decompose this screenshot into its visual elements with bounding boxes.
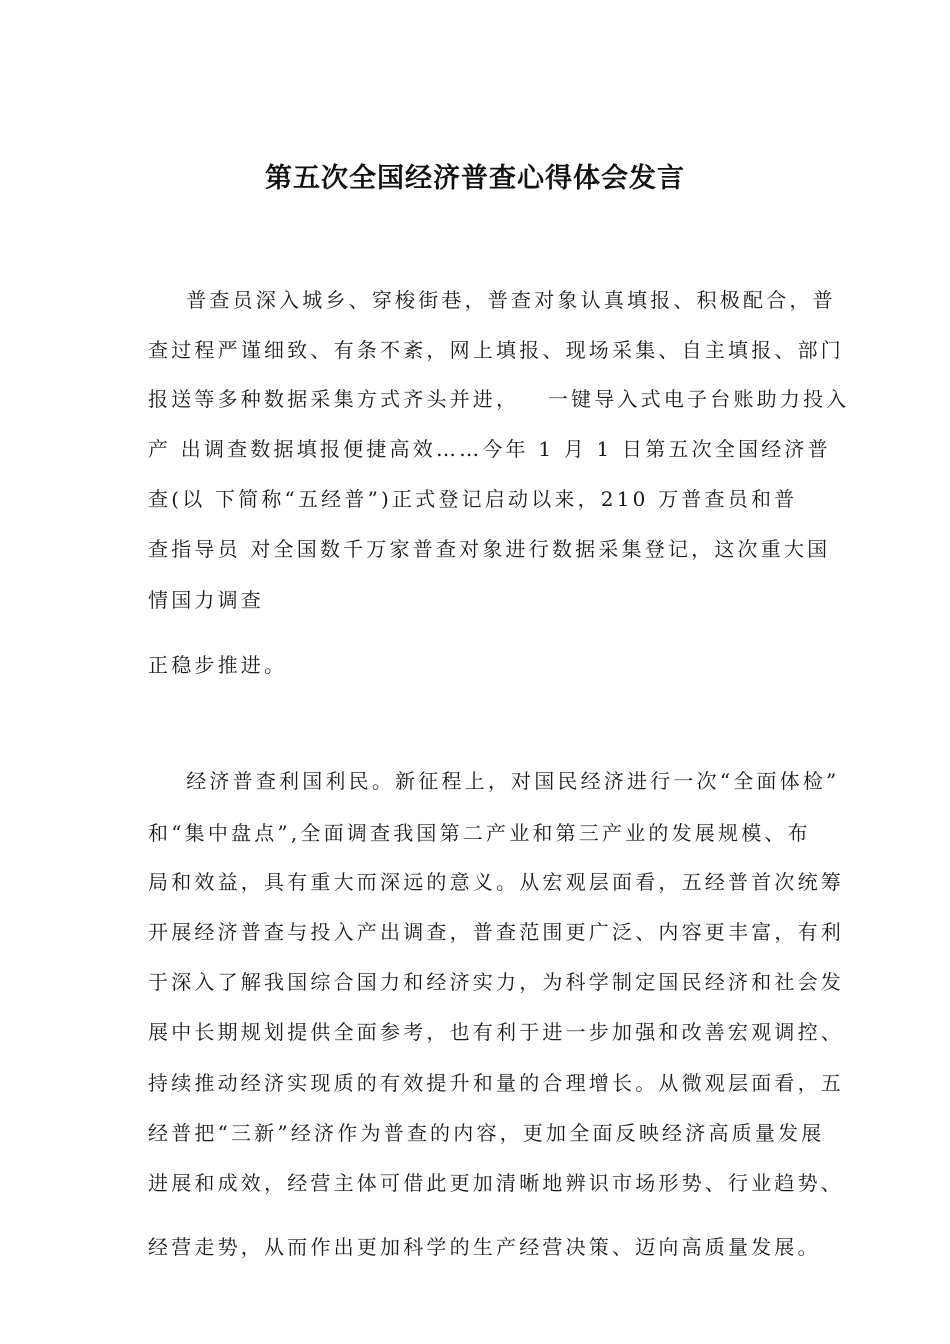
paragraph-line: 正稳步推进。: [148, 653, 288, 677]
document-title: 第五次全国经济普查心得体会发言: [265, 163, 685, 194]
paragraph-line: 局和效益，具有重大而深远的意义。从宏观层面看，五经普首次统筹: [148, 870, 844, 894]
paragraph-line: 进展和成效，经营主体可借此更加清晰地辨识市场形势、行业趋势、: [148, 1171, 844, 1195]
paragraph-line: 查(以 下简称“五经普”)正式登记启动以来，210 万普查员和普: [148, 487, 798, 511]
paragraph-line: 开展经济普查与投入产出调查，普查范围更广泛、内容更丰富，有利: [148, 920, 844, 944]
paragraph-line: 普查员深入城乡、穿梭街巷，普查对象认真填报、积极配合，普: [148, 288, 836, 312]
paragraph-line: 展中长期规划提供全面参考，也有利于进一步加强和改善宏观调控、: [148, 1020, 844, 1044]
paragraph-line: 报送等多种数据采集方式齐头并进， 一键导入式电子台账助力投入: [148, 387, 850, 411]
paragraph-line: 经营走势，从而作出更加科学的生产经营决策、迈向高质量发展。: [148, 1235, 821, 1259]
paragraph-line: 经济普查利国利民。新征程上，对国民经济进行一次“全面体检”: [148, 769, 840, 793]
paragraph-line: 于深入了解我国综合国力和经济实力，为科学制定国民经济和社会发: [148, 970, 844, 994]
paragraph-line: 持续推动经济实现质的有效提升和量的合理增长。从微观层面看，五: [148, 1071, 844, 1095]
paragraph-line: 产 出调查数据填报便捷高效……今年 1 月 1 日第五次全国经济普: [148, 437, 831, 461]
paragraph-line: 经普把“三新”经济作为普查的内容，更加全面反映经济高质量发展: [148, 1121, 825, 1145]
paragraph-line: 查指导员 对全国数千万家普查对象进行数据采集登记，这次重大国: [148, 537, 831, 561]
paragraph-line: 查过程严谨细致、有条不紊，网上填报、现场采集、自主填报、部门: [148, 338, 844, 362]
paragraph-line: 和“集中盘点”,全面调查我国第二产业和第三产业的发展规模、布: [148, 821, 811, 845]
paragraph-line: 情国力调查: [148, 588, 264, 612]
